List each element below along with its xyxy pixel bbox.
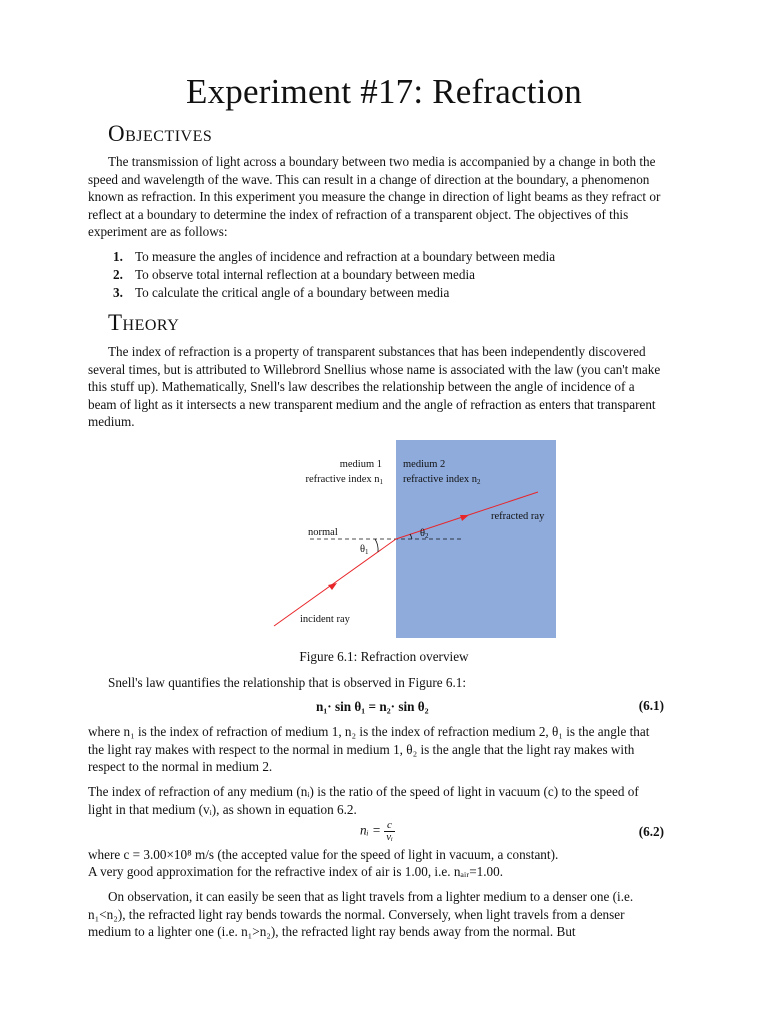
theta-2-label: θ2 xyxy=(420,528,429,540)
index-equation xyxy=(360,820,395,843)
observation-text: On observation, it can easily be seen that as light travels from a lighter medium to a denser one (i.e. n₁<n₂), the refracted light ray bends towards the normal. Conversely, when light travels from a denser medium to a lighter one (i.e. n₁>n₂), the refracted light ray bends away from the normal. But xyxy=(88,889,634,940)
observation-paragraph xyxy=(88,888,664,941)
list-item-text: To calculate the critical angle of a boundary between media xyxy=(135,285,450,300)
index-paragraph: The index of refraction of any medium (nᵢ) is the ratio of the speed of light in vacuum (c) to the speed of light in that medium (vᵢ), as shown in equation 6.2. xyxy=(88,784,639,817)
snell-equation: n₁· sin θ₁ = n₂· sin θ₂ xyxy=(316,699,429,714)
medium-1-index-label: refractive index n1 xyxy=(305,474,383,486)
list-item-number: 2. xyxy=(113,267,123,282)
incident-arrow-icon xyxy=(328,583,337,590)
air-index-line: A very good approximation for the refractive index of air is 1.00, i.e. nₐᵢᵣ=1.00. xyxy=(88,864,504,879)
page-title: Experiment #17: Refraction xyxy=(186,72,582,111)
objectives-heading: Objectives xyxy=(108,121,213,146)
theta-1-arc xyxy=(375,539,378,552)
list-item xyxy=(88,248,664,266)
equation-number-6-1: (6.1) xyxy=(638,698,664,713)
list-item-number: 3. xyxy=(113,285,123,300)
refraction-diagram xyxy=(270,440,570,640)
fraction-denominator: vᵢ xyxy=(386,831,393,843)
medium-2-index-label: refractive index n2 xyxy=(403,474,481,486)
theory-heading: Theory xyxy=(108,310,180,335)
objectives-text: The transmission of light across a boundary between two media is accompanied by a change in both the speed and wavelength of the wave. This can result in a change of direction at the boundary, a phenomenon known as refraction. In this experiment you measure the change in direction of light beams as they refract or reflect at a boundary to determine the index of refraction of a transparent object. The objectives of this experiment are as follows: xyxy=(88,154,661,240)
snell-where: where n₁ is the index of refraction of medium 1, n₂ is the index of refraction medium 2, θ₁ is the angle that the light ray makes with respect to the normal in medium 1, θ₂ is the angle that the light ray makes with respect to the normal in medium 2. xyxy=(88,724,650,775)
list-item-text: To observe total internal reflection at a boundary between media xyxy=(135,267,475,282)
equation-number-6-2: (6.2) xyxy=(638,824,664,839)
figure-caption: Figure 6.1: Refraction overview xyxy=(299,649,469,664)
theory-text: The index of refraction is a property of transparent substances that has been independently discovered several times, but is attributed to Willebrord Snellius whose name is associated with the law (you can't make this stuff up). Mathematically, Snell's law describes the relationship between the angle of incidence of a beam of light as it intersects a new transparent medium and the angle of refraction as enters that transparent medium. xyxy=(88,344,661,430)
fraction-numerator: c xyxy=(387,819,392,831)
speed-of-light-line: where c = 3.00×10⁸ m/s (the accepted value for the speed of light in vacuum, a constant). xyxy=(88,847,559,862)
list-item xyxy=(88,266,664,284)
normal-label: normal xyxy=(308,527,338,538)
snell-intro xyxy=(88,674,664,692)
theory-paragraph xyxy=(88,343,664,431)
snell-intro-text: Snell's law quantifies the relationship that is observed in Figure 6.1: xyxy=(108,675,467,690)
incident-ray-label: incident ray xyxy=(300,614,350,625)
list-item-number: 1. xyxy=(113,249,123,264)
objectives-list xyxy=(88,248,664,302)
medium-1-label: medium 1 xyxy=(339,459,382,470)
index-equation-lhs: nᵢ = xyxy=(360,822,381,838)
objectives-paragraph xyxy=(88,153,664,241)
refracted-ray-label: refracted ray xyxy=(491,511,545,522)
index-fraction xyxy=(384,820,395,843)
list-item xyxy=(88,284,664,302)
incident-ray xyxy=(274,539,396,626)
theta-1-label: θ1 xyxy=(360,544,369,556)
list-item-text: To measure the angles of incidence and refraction at a boundary between media xyxy=(135,249,556,264)
medium-2-label: medium 2 xyxy=(403,459,446,470)
refraction-figure xyxy=(270,440,570,640)
